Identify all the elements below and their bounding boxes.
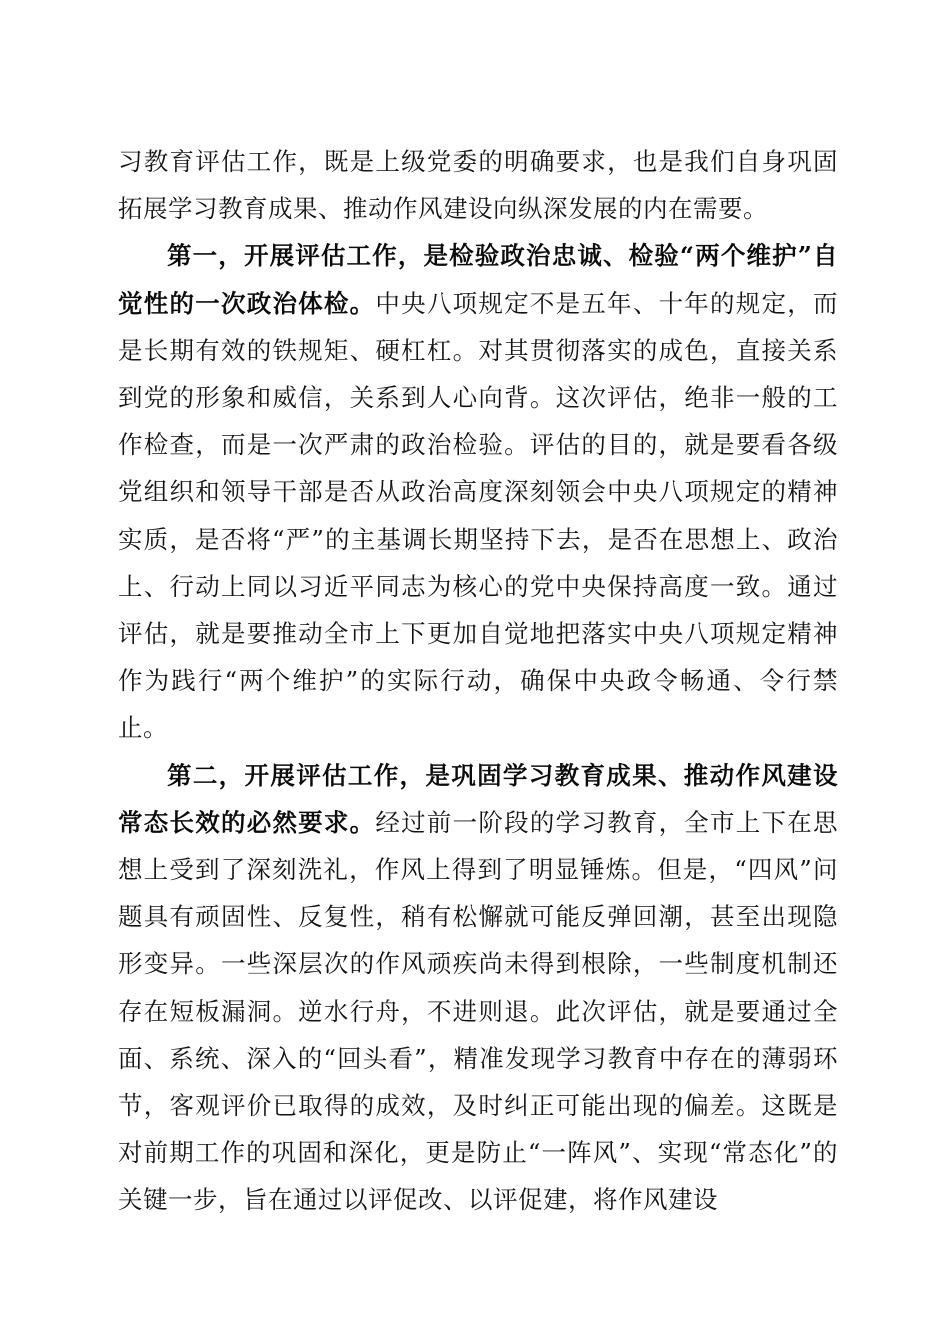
paragraph-text: 中央八项规定不是五年、十年的规定，而是长期有效的铁规矩、硬杠杠。对其贯彻落实的成色，直接关系到党的形象和威信，关系到人心向背。这次评估，绝非一般的工作检查，而是一次严肃的政治检验。评估的目的，就是要看各级党组织和领导干部是否从政治高度深刻领会中央八项规定的精神实质，是否将“严”的主基调长期坚持下去，是否在思想上、政治上、行动上同以习近平同志为核心的党中央保持高度一致。通过评估，就是要推动全市上下更加自觉地把落实中央八项规定精神作为践行“两个维护”的实际行动，确保中央政令畅通、令行禁止。 xyxy=(118,288,839,743)
paragraph-second-point xyxy=(118,752,838,1224)
paragraph-lead-heading: 第一，开展评估工作，是检验政治忠诚、检验“两个维护”自觉性的一次政治体检。 xyxy=(118,241,838,318)
paragraph-continuation xyxy=(118,138,838,232)
document-body xyxy=(118,138,838,1224)
paragraph-text: 习教育评估工作，既是上级党委的明确要求，也是我们自身巩固拓展学习教育成果、推动作风建设向纵深发展的内在需要。 xyxy=(118,147,838,224)
paragraph-lead-heading: 第二，开展评估工作，是巩固学习教育成果、推动作风建设常态长效的必然要求。 xyxy=(118,760,838,837)
paragraph-first-point xyxy=(118,232,838,751)
paragraph-text: 经过前一阶段的学习教育，全市上下在思想上受到了深刻洗礼，作风上得到了明显锤炼。但是，“四风”问题具有顽固性、反复性，稍有松懈就可能反弹回潮，甚至出现隐形变异。一些深层次的作风顽疾尚未得到根除，一些制度机制还存在短板漏洞。逆水行舟，不进则退。此次评估，就是要通过全面、系统、深入的“回头看”，精准发现学习教育中存在的薄弱环节，客观评价已取得的成效，及时纠正可能出现的偏差。这既是对前期工作的巩固和深化，更是防止“一阵风”、实现“常态化”的关键一步，旨在通过以评促改、以评促建，将作风建设 xyxy=(118,807,839,1215)
